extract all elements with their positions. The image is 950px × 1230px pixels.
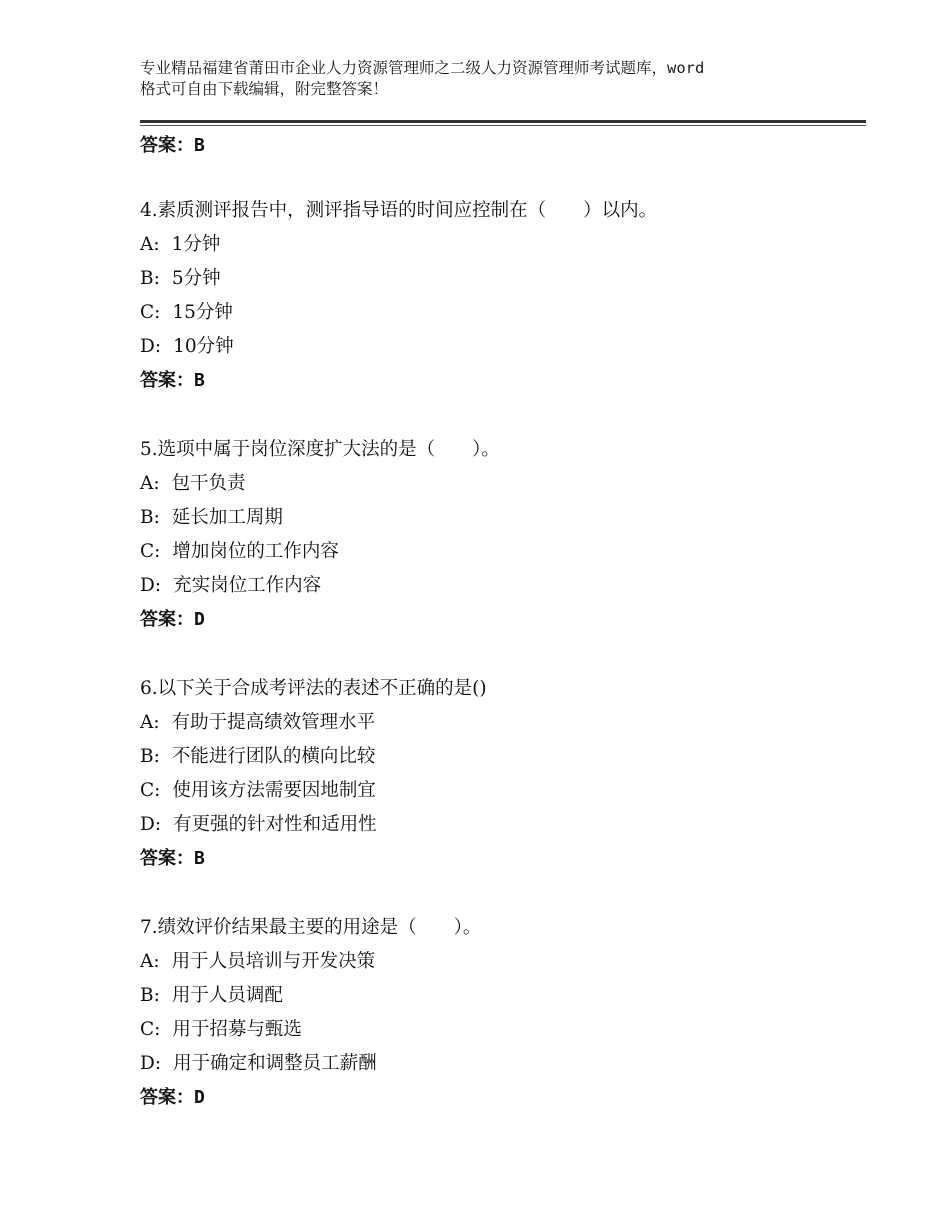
option-d <box>140 569 860 603</box>
question-4 <box>140 194 860 398</box>
option-text: 包干负责 <box>171 473 246 494</box>
option-letter: B: <box>140 985 160 1006</box>
answer-label: 答案： <box>140 609 194 630</box>
option-a <box>140 945 860 979</box>
question-7 <box>140 911 860 1115</box>
option-a <box>140 467 860 501</box>
answer-previous-question <box>140 131 205 157</box>
option-b <box>140 501 860 535</box>
option-c <box>140 535 860 569</box>
header-divider-thin <box>140 125 866 126</box>
question-6 <box>140 672 860 876</box>
option-text: 10分钟 <box>173 336 234 357</box>
option-d <box>140 1047 860 1081</box>
question-stem: 5.选项中属于岗位深度扩大法的是（ ）。 <box>140 439 500 460</box>
option-text: 延长加工周期 <box>171 507 283 528</box>
option-text: 使用该方法需要因地制宜 <box>172 780 376 801</box>
option-text: 1分钟 <box>171 234 221 255</box>
answer-value: B <box>194 370 205 391</box>
option-letter: C: <box>140 302 161 323</box>
option-a <box>140 706 860 740</box>
answer-label: 答案： <box>140 135 194 156</box>
answer-value: B <box>194 135 205 156</box>
option-letter: D: <box>140 575 162 596</box>
answer-label: 答案： <box>140 1087 194 1108</box>
question-answer <box>140 364 860 398</box>
option-a <box>140 228 860 262</box>
answer-label: 答案： <box>140 848 194 869</box>
question-stem: 6.以下关于合成考评法的表述不正确的是() <box>140 678 487 699</box>
option-letter: B: <box>140 268 160 289</box>
option-text: 增加岗位的工作内容 <box>172 541 339 562</box>
option-text: 有助于提高绩效管理水平 <box>171 712 376 733</box>
question-stem: 4.素质测评报告中，测评指导语的时间应控制在（ ）以内。 <box>140 200 658 221</box>
option-letter: A: <box>140 473 160 494</box>
option-text: 15分钟 <box>172 302 233 323</box>
option-letter: A: <box>140 234 160 255</box>
option-letter: C: <box>140 780 161 801</box>
option-letter: D: <box>140 1053 162 1074</box>
option-b <box>140 262 860 296</box>
question-stem: 7.绩效评价结果最主要的用途是（ ）。 <box>140 917 482 938</box>
question-answer <box>140 842 860 876</box>
option-text: 不能进行团队的横向比较 <box>171 746 376 767</box>
option-c <box>140 1013 860 1047</box>
option-letter: D: <box>140 336 162 357</box>
option-letter: C: <box>140 541 161 562</box>
option-letter: B: <box>140 746 160 767</box>
answer-label: 答案： <box>140 370 194 391</box>
answer-value: D <box>194 1087 205 1108</box>
option-c <box>140 296 860 330</box>
option-text: 充实岗位工作内容 <box>173 575 322 596</box>
question-answer <box>140 603 860 637</box>
option-text: 用于招募与甄选 <box>172 1019 302 1040</box>
option-letter: D: <box>140 814 162 835</box>
option-text: 用于人员调配 <box>171 985 283 1006</box>
option-b <box>140 740 860 774</box>
option-letter: A: <box>140 951 160 972</box>
option-text: 有更强的针对性和适用性 <box>173 814 377 835</box>
answer-value: D <box>194 609 205 630</box>
option-letter: C: <box>140 1019 161 1040</box>
question-5 <box>140 433 860 637</box>
document-header <box>140 58 840 100</box>
header-line-2: 格式可自由下载编辑，附完整答案！ <box>140 80 389 98</box>
option-c <box>140 774 860 808</box>
option-d <box>140 330 860 364</box>
header-divider-thick <box>140 120 866 123</box>
answer-value: B <box>194 848 205 869</box>
header-line-1: 专业精品福建省莆田市企业人力资源管理师之二级人力资源管理师考试题库，word <box>140 59 705 77</box>
option-text: 用于确定和调整员工薪酬 <box>173 1053 377 1074</box>
option-text: 用于人员培训与开发决策 <box>171 951 376 972</box>
option-letter: A: <box>140 712 160 733</box>
option-text: 5分钟 <box>171 268 221 289</box>
question-answer <box>140 1081 860 1115</box>
option-b <box>140 979 860 1013</box>
option-letter: B: <box>140 507 160 528</box>
option-d <box>140 808 860 842</box>
